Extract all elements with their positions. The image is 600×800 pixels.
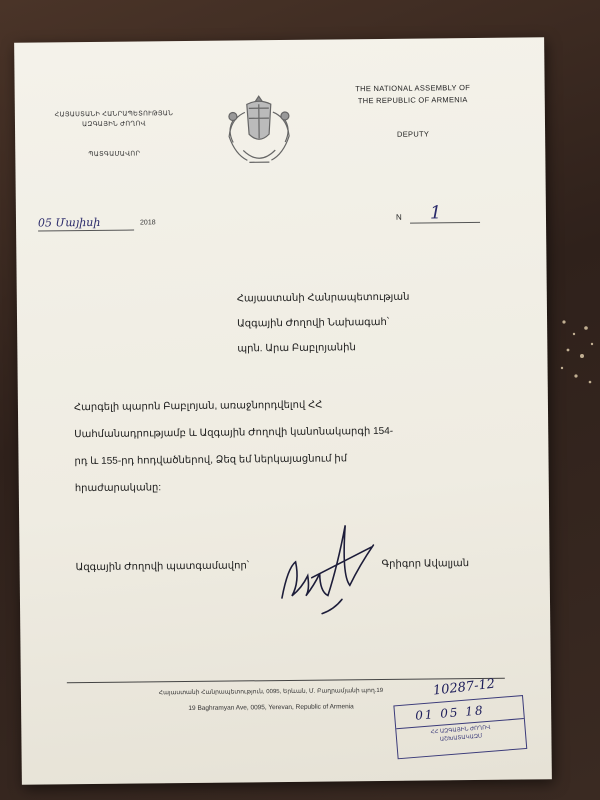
footer-address-armenian: Հայաստանի Հանրապետություն, 0095, Երևան, Մ. Բաղրամյանի պող.19: [158, 687, 384, 697]
signature-title: Ազգային Ժողովի պատգամավոր՝: [75, 560, 250, 574]
date-handwritten: 05 Մայիսի: [37, 215, 101, 230]
body-line4: հրաժարականը:: [74, 482, 162, 495]
stamp-line1: ՀՀ ԱԶԳԱՅԻՆ ԺՈՂՈՎ: [430, 724, 491, 736]
date-year: 2018: [139, 219, 156, 227]
header-english: [343, 82, 484, 141]
stamp-box: [393, 695, 527, 759]
letter-body: [74, 390, 459, 502]
addressee-block: [237, 284, 458, 361]
number-label: N: [395, 212, 402, 222]
footer-address-english: 19 Baghramyan Ave, 0095, Yerevan, Republic of Armenia: [188, 703, 354, 713]
body-line1: Հարգելի պարոն Բաբլոյան, առաջնորդվելով ՀՀ: [73, 399, 323, 414]
body-line2: Սահմանադրությամբ և Ազգային Ժողովի կանոնակարգի 154-: [74, 425, 394, 441]
header-en-line2: THE REPUBLIC OF ARMENIA: [357, 95, 468, 106]
header-am-line1: ՀԱՅԱՍՏԱՆԻ ՀԱՆՐԱՊԵՏՈՒԹՅԱՆ: [54, 110, 174, 119]
header-am-deputy: ՊԱՏԳԱՄԱՎՈՐ: [88, 150, 141, 159]
number-value: 1: [429, 202, 442, 224]
header-am-line2: ԱԶԳԱՅԻՆ ԺՈՂՈՎ: [82, 120, 146, 129]
signatory-name: Գրիգոր Ավալյան: [381, 558, 470, 570]
registration-stamp: [389, 676, 530, 770]
header-en-line1: THE NATIONAL ASSEMBLY OF: [355, 83, 471, 94]
stamp-line2: ԱՇԽԱՏԱԿԱԶՄ: [439, 733, 483, 743]
addressee-line2: Ազգային Ժողովի Նախագահ՝: [237, 316, 390, 330]
letter-number: [395, 202, 506, 229]
number-underline: [410, 222, 480, 224]
stamp-date: 01 05 18: [414, 703, 486, 723]
table-glints: [556, 310, 600, 400]
addressee-line3: պրն. Արա Բաբլոյանին: [237, 342, 356, 355]
letter-date: [38, 215, 158, 236]
stamp-reg-number: 10287-12: [432, 676, 496, 699]
addressee-line1: Հայաստանի Հանրապետության: [236, 291, 410, 305]
date-underline: [38, 230, 134, 232]
body-line3: րդ և 155-րդ հոդվածներով, Ձեզ եմ ներկայացնում իմ: [74, 453, 348, 468]
coat-of-arms-icon: [219, 90, 300, 177]
header-en-deputy: DEPUTY: [396, 129, 430, 139]
header-armenian: [39, 109, 190, 161]
letter-paper: [14, 37, 552, 785]
